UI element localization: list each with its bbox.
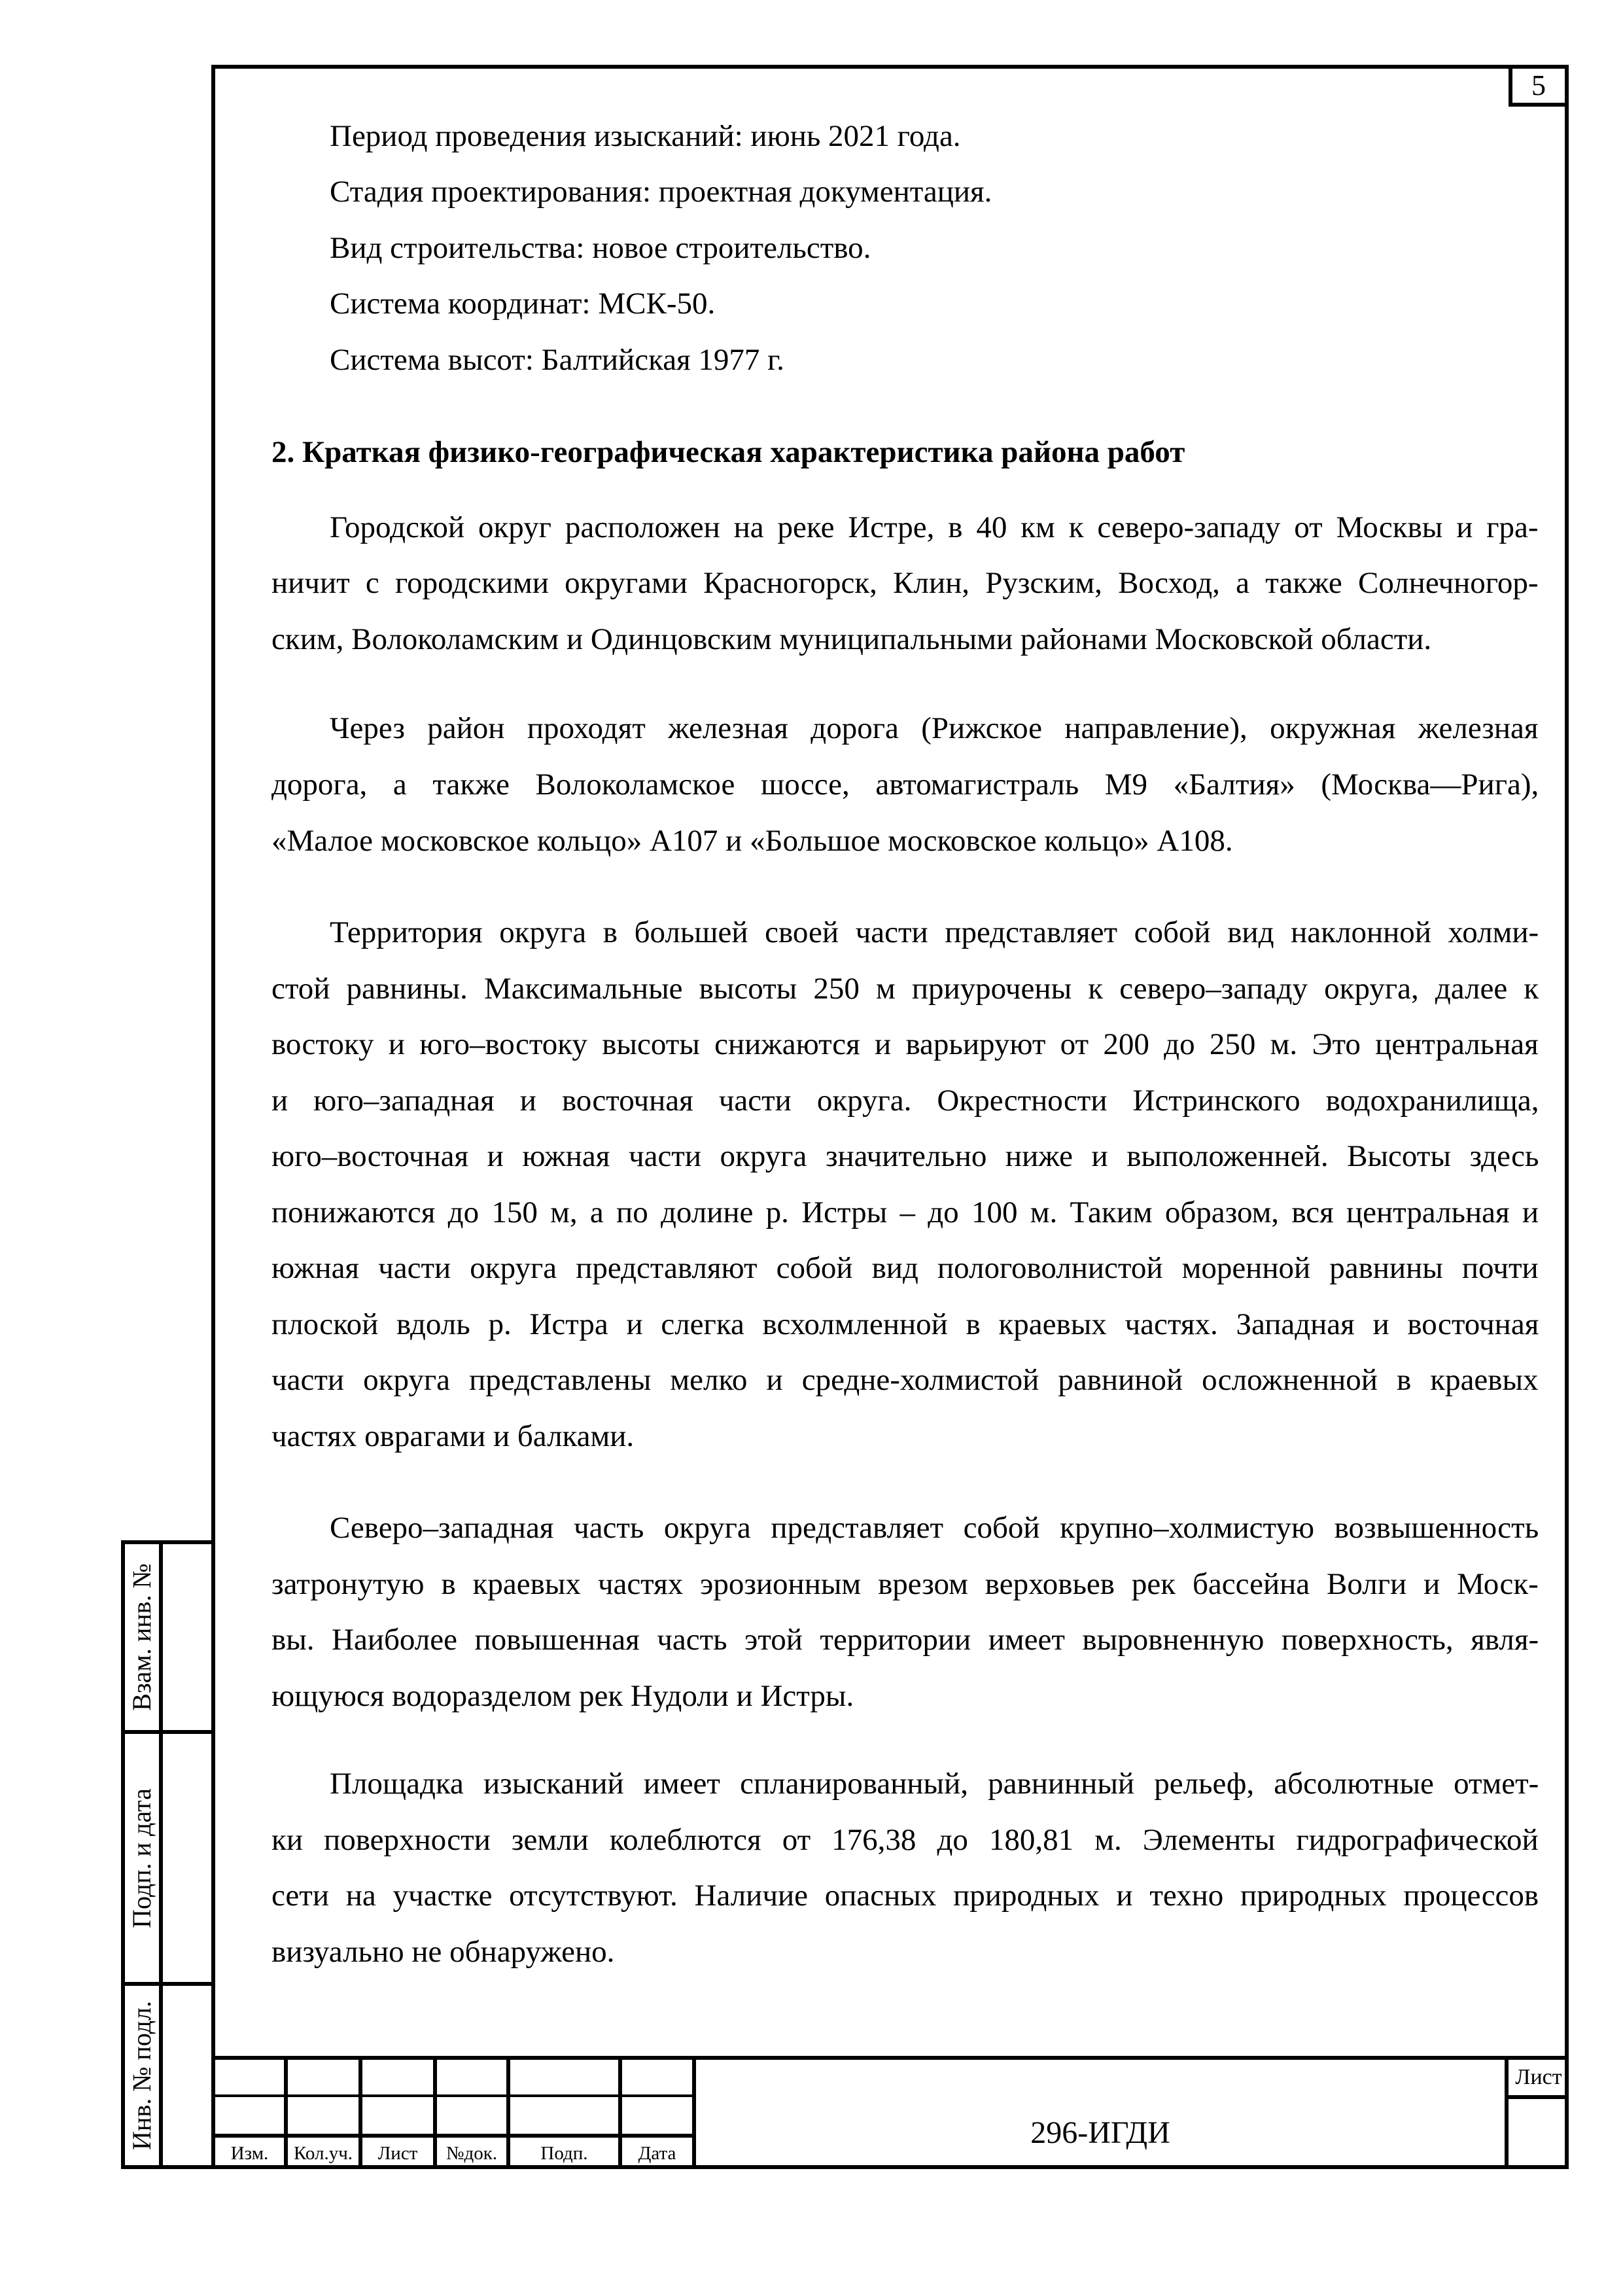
- paragraph-line: стой равнины. Максимальные высоты 250 м приурочены к северо–западу округа, далее к: [271, 972, 1539, 1006]
- column-label-quantity: Кол.уч.: [293, 2143, 353, 2164]
- side-label-original-inv: Инв. № подл.: [127, 2001, 156, 2150]
- paragraph-line: ским, Волоколамским и Одинцовским муниципальными районами Московской области.: [271, 622, 1432, 656]
- document-code-text: 296-ИГДИ: [1030, 2115, 1170, 2150]
- paragraph-line: затронутую в краевых частях эрозионным врезом верховьев рек бассейна Волги и Моск-: [271, 1567, 1539, 1601]
- paragraph-line: части округа представлены мелко и средне-холмистой равниной осложненной в краевых: [271, 1363, 1539, 1397]
- side-cell-signature-date: [125, 1734, 159, 1982]
- side-stamp-bottom-border: [121, 2165, 213, 2169]
- page-number-box: [1509, 65, 1569, 107]
- intro-line-coordinate-system: Система координат: МСК-50.: [330, 287, 716, 321]
- side-label-replacement-inv: Взам. инв. №: [127, 1563, 156, 1711]
- paragraph-line: ющуюся водоразделом рек Нудоли и Истры.: [271, 1679, 854, 1713]
- column-label-signature: Подп.: [540, 2143, 588, 2164]
- side-cell-replacement-inv: [125, 1544, 159, 1730]
- paragraph-line: плоской вдоль р. Истра и слегка всхолмленной в краевых частях. Западная и восточная: [271, 1307, 1539, 1341]
- paragraph-line: дорога, а также Волоколамское шоссе, автомагистраль М9 «Балтия» (Москва—Рига),: [271, 768, 1539, 802]
- intro-line-stage: Стадия проектирования: проектная документация.: [330, 175, 992, 209]
- side-stamp-inner-divider: [159, 1540, 163, 2169]
- paragraph-line: сети на участке отсутствуют. Наличие опасных природных и техно природных процессов: [271, 1879, 1539, 1913]
- column-label-sheet: Лист: [377, 2143, 418, 2164]
- paragraph-line: Площадка изысканий имеет спланированный, равнинный рельеф, абсолютные отмет-: [330, 1767, 1539, 1801]
- paragraph-line: юго–восточная и южная части округа значительно ниже и выположенней. Высоты здесь: [271, 1139, 1539, 1173]
- paragraph-line: ничит с городскими округами Красногорск, Клин, Рузским, Восход, а также Солнечногор-: [271, 566, 1539, 600]
- side-label-signature-date: Подп. и дата: [127, 1788, 156, 1928]
- paragraph-line: Территория округа в большей своей части представляет собой вид наклонной холми-: [330, 915, 1539, 949]
- section-heading: 2. Краткая физико-географическая характеристика района работ: [271, 435, 1185, 469]
- side-cell-original-inv: [125, 1986, 159, 2165]
- paragraph-line: «Малое московское кольцо» А107 и «Большое московское кольцо» А108.: [271, 824, 1233, 858]
- document-code: [694, 2097, 1507, 2169]
- paragraph-line: ки поверхности земли колеблются от 176,38 до 180,81 м. Элементы гидрографической: [271, 1823, 1539, 1857]
- sheet-cell-divider: [1507, 2095, 1569, 2099]
- column-label-change: Изм.: [230, 2143, 269, 2164]
- sheet-label-cell: [1509, 2060, 1569, 2095]
- paragraph-line: Северо–западная часть округа представляет собой крупно–холмистую возвышенность: [330, 1511, 1539, 1545]
- page-number: 5: [1531, 69, 1546, 101]
- paragraph-line: востоку и юго–востоку высоты снижаются и варьируют от 200 до 250 м. Это центральная: [271, 1027, 1539, 1061]
- intro-line-height-system: Система высот: Балтийская 1977 г.: [330, 343, 784, 377]
- paragraph-line: вы. Наиболее повышенная часть этой территории имеет выровненную поверхность, явля-: [271, 1623, 1539, 1657]
- column-label-doc-number: №док.: [445, 2143, 498, 2164]
- paragraph-line: понижаются до 150 м, а по долине р. Истры – до 100 м. Таким образом, вся центральная и: [271, 1195, 1539, 1229]
- paragraph-line: Городской округ расположен на реке Истре, в 40 км к северо-западу от Москвы и гра-: [330, 510, 1539, 544]
- column-label-date: Дата: [638, 2143, 676, 2164]
- paragraph-line: южная части округа представляют собой вид пологоволнистой моренной равнины почти: [271, 1251, 1539, 1285]
- paragraph-line: частях оврагами и балками.: [271, 1419, 635, 1453]
- paragraph-line: и юго–западная и восточная части округа. Окрестности Истринского водохранилища,: [271, 1084, 1539, 1118]
- title-block-top-border: [211, 2056, 1569, 2060]
- sheet-label: Лист: [1515, 2065, 1562, 2089]
- intro-line-period: Период проведения изысканий: июнь 2021 года.: [330, 119, 961, 153]
- intro-line-construction-type: Вид строительства: новое строительство.: [330, 231, 871, 265]
- paragraph-line: Через район проходят железная дорога (Рижское направление), окружная железная: [330, 711, 1539, 745]
- paragraph-line: визуально не обнаружено.: [271, 1935, 615, 1969]
